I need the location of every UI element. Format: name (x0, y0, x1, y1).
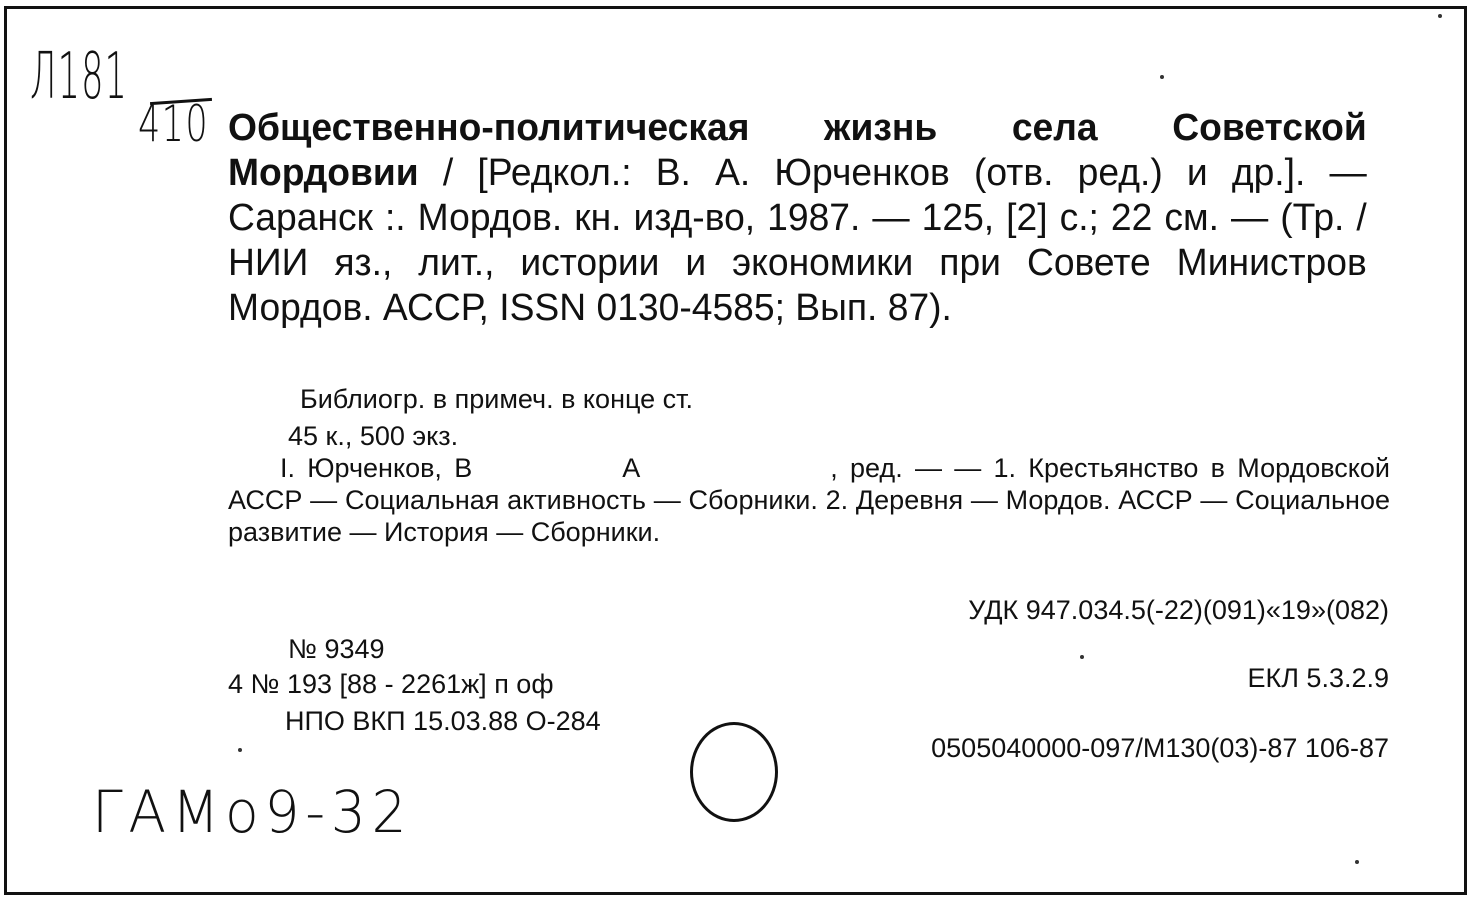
speck (1080, 655, 1084, 659)
speck (1438, 14, 1442, 18)
order-number: 4 № 193 [88 - 2261ж] п оф (228, 669, 554, 699)
circle-stamp (690, 722, 778, 822)
price-note: 45 к., 500 экз. (288, 421, 459, 451)
speck (1160, 75, 1164, 79)
handwritten-call-number-top: Л181 (30, 40, 129, 114)
record-number: № 9349 (288, 634, 385, 664)
record-statement: / [Редкол.: В. А. Юрченков (отв. ред.) и др.]. — Саранск :. Мордов. кн. изд-во, 1987. — 125, [2] с.; 22 см. — (Тр. / НИИ яз., лит., истории и экономики при Совете Министров Мордов. АССР, ISSN 0130-4585; Вып. 87). (228, 152, 1367, 329)
classification-code: 0505040000-097/М130(03)-87 106-87 (931, 733, 1389, 763)
handwritten-call-number-bottom: 410 (138, 95, 210, 153)
speck (238, 748, 242, 752)
speck (1355, 860, 1359, 864)
tracings-initial: А (622, 453, 641, 483)
record-title-block (228, 106, 1367, 331)
record-title: Общественно-политическая жизнь села Советской Мордовии (228, 107, 1367, 194)
tracings (228, 452, 1390, 548)
ekl-code: ЕКЛ 5.3.2.9 (1247, 663, 1389, 693)
npo-line: НПО ВКП 15.03.88 О-284 (285, 706, 601, 736)
bibliography-note: Библиогр. в примеч. в конце ст. (300, 384, 694, 414)
tracings-start: I. Юрченков, В (280, 453, 473, 483)
udk-code: УДК 947.034.5(-22)(091)«19»(082) (968, 595, 1389, 625)
handwritten-shelf-mark: ГАМо9-32 (92, 778, 413, 846)
tracings-rest: , ред. — — 1. Крестьянство в Мордовской АССР — Социальная активность — Сборники. 2. Деревня — Мордов. АССР — Социальное развитие — История — Сборники. (228, 453, 1391, 547)
